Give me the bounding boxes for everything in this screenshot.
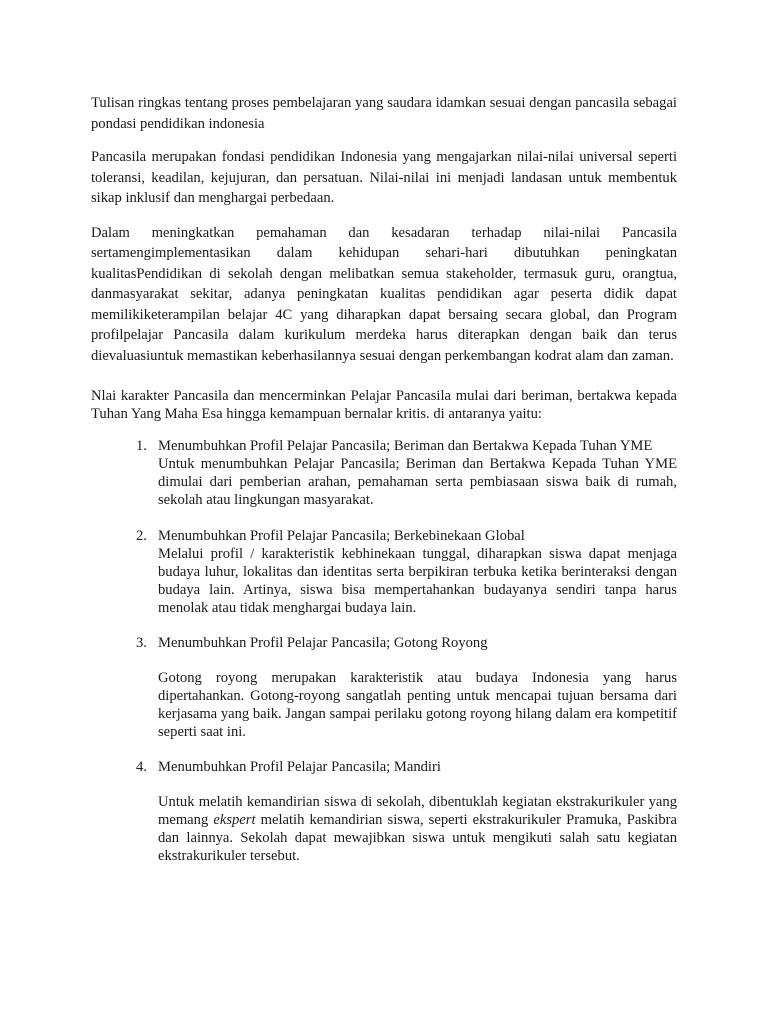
list-item-body-start: Untuk melatih kemandirian siswa di sekolah, dibentuklah kegiatan ekstrakurikuler yang memang (158, 794, 677, 828)
list-item-body-end: melatih kemandirian siswa, seperti ekstrakurikuler Pramuka, Paskibra dan lainnya. Sekolah dapat mewajibkan siswa untuk mengikuti salah satu kegiatan ekstrakurikuler tersebut. (158, 812, 677, 864)
list-item-body: Untuk menumbuhkan Pelajar Pancasila; Beriman dan Bertakwa Kepada Tuhan YME dimulai dari pemberian arahan, pemahaman serta pembiasaan siswa baik di rumah, sekolah atau lingkungan masyarakat. (158, 456, 677, 508)
emphasis-ekspert: ekspert (213, 812, 256, 828)
list-number: 2. (136, 528, 147, 544)
paragraph-character-values: Nlai karakter Pancasila dan mencerminkan Pelajar Pancasila mulai dari beriman, bertakwa kepada Tuhan Yang Maha Esa hingga kemampuan bernalar kritis. di antaranya yaitu: (91, 388, 677, 422)
list-item-title: Menumbuhkan Profil Pelajar Pancasila; Beriman dan Bertakwa Kepada Tuhan YME (158, 438, 653, 454)
list-item (91, 758, 677, 865)
list-item-title: Menumbuhkan Profil Pelajar Pancasila; Gotong Royong (158, 635, 488, 651)
intro-heading: Tulisan ringkas tentang proses pembelajaran yang saudara idamkan sesuai dengan pancasila sebagai pondasi pendidikan indonesia (91, 95, 677, 132)
paragraph-pancasila-foundation: Pancasila merupakan fondasi pendidikan Indonesia yang mengajarkan nilai-nilai universal seperti toleransi, keadilan, kejujuran, dan persatuan. Nilai-nilai ini menjadi landasan untuk membentuk sikap inklusif dan menghargai perbedaan. (91, 149, 677, 206)
list-number: 3. (136, 635, 147, 651)
list-number: 1. (136, 438, 147, 454)
list-item-body (158, 793, 677, 865)
paragraph-implementation: Dalam meningkatkan pemahaman dan kesadaran terhadap nilai-nilai Pancasila sertamengimplementasikan dalam kehidupan sehari-hari dibutuhkan peningkatan kualitasPendidikan di sekolah dengan melibatkan semua stakeholder, termasuk guru, orangtua, danmasyarakat sekitar, adanya peningkatan kualitas pendidikan agar peserta didik dapat memilikiketerampilan belajar 4C yang diharapkan dapat bersaing secara global, dan Program profilpelajar Pancasila dalam kurikulum merdeka harus diterapkan dengan baik dan terus dievaluasiuntuk memastikan keberhasilannya sesuai dengan perkembangan kodrat alam dan zaman. (91, 224, 677, 364)
list-item-title: Menumbuhkan Profil Pelajar Pancasila; Mandiri (158, 759, 441, 775)
list-item-body: Gotong royong merupakan karakteristik atau budaya Indonesia yang harus dipertahankan. Gotong-royong sangatlah penting untuk mencapai tujuan bersama dari kerjasama yang baik. Jangan sampai perilaku gotong royong hilang dalam era kompetitif seperti saat ini. (158, 670, 677, 740)
profile-list (91, 437, 677, 865)
document-page (91, 93, 677, 865)
list-item (91, 527, 677, 617)
list-item (91, 634, 677, 741)
list-item (91, 437, 677, 509)
list-item-body: Melalui profil / karakteristik kebhinekaan tunggal, diharapkan siswa dapat menjaga budaya luhur, lokalitas dan identitas serta berpikiran terbuka ketika berinteraksi dengan budaya lain. Artinya, siswa bisa mempertahankan budayanya sendiri tanpa harus menolak atau tidak menghargai budaya lain. (158, 546, 677, 616)
list-item-title: Menumbuhkan Profil Pelajar Pancasila; Berkebinekaan Global (158, 528, 525, 544)
list-number: 4. (136, 759, 147, 775)
